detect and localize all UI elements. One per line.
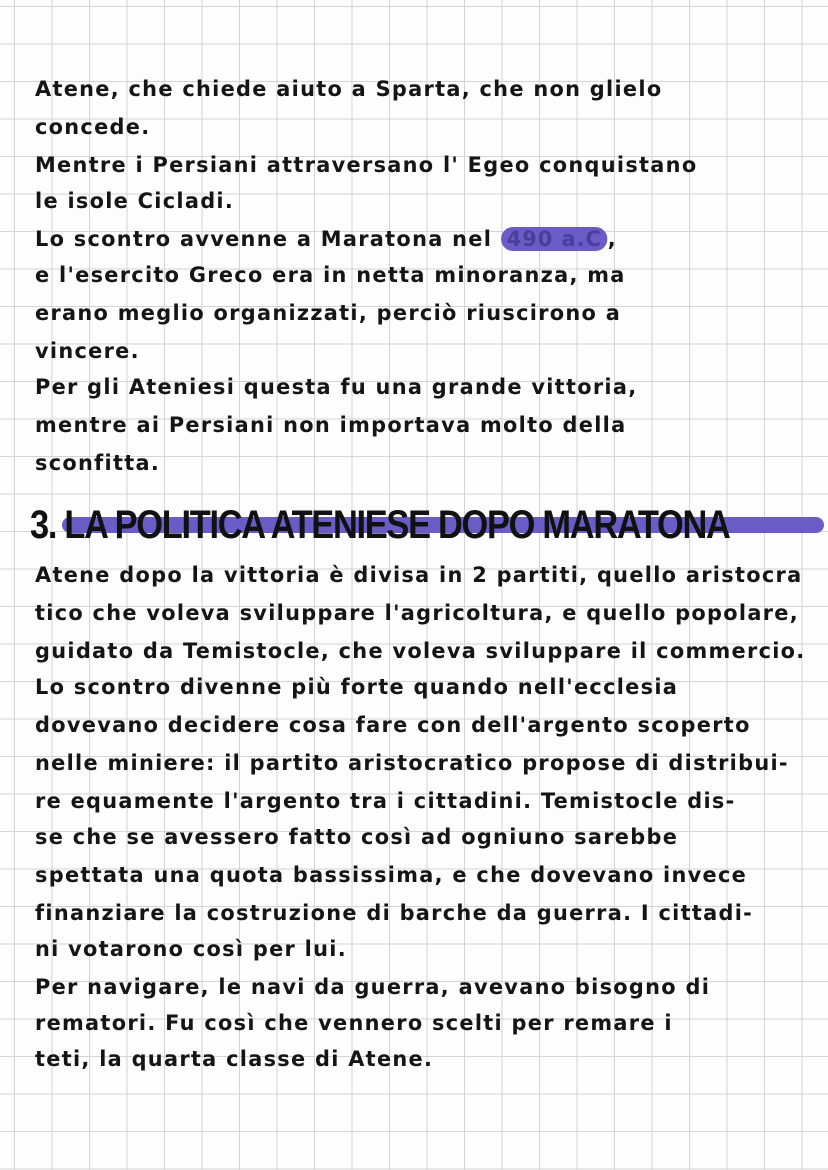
section-heading xyxy=(30,500,820,552)
text-line: spettata una quota bassissima, e che dovevano invece xyxy=(35,863,748,887)
text-line: tico che voleva sviluppare l'agricoltura, e quello popolare, xyxy=(35,601,799,625)
text-line: nelle miniere: il partito aristocratico propose di distribui- xyxy=(35,751,789,775)
text-line: vincere. xyxy=(35,339,140,363)
text-line: rematori. Fu così che vennero scelti per remare i xyxy=(35,1011,673,1035)
text-line: Lo scontro divenne più forte quando nell'ecclesia xyxy=(35,675,679,699)
highlighted-date: 490 a.C xyxy=(501,227,608,251)
text-line: Atene dopo la vittoria è divisa in 2 partiti, quello aristocra xyxy=(35,563,803,587)
text-line: concede. xyxy=(35,115,151,139)
text-line: teti, la quarta classe di Atene. xyxy=(35,1047,434,1071)
text-line: dovevano decidere cosa fare con dell'argento scoperto xyxy=(35,713,751,737)
text-line: e l'esercito Greco era in netta minoranza, ma xyxy=(35,263,626,287)
text-line: guidato da Temistocle, che voleva sviluppare il commercio. xyxy=(35,639,806,663)
text-line: Atene, che chiede aiuto a Sparta, che non glielo xyxy=(35,77,663,101)
text-line: Per gli Ateniesi questa fu una grande vittoria, xyxy=(35,375,638,399)
text-line-with-date xyxy=(35,224,820,254)
text-line: sconfitta. xyxy=(35,451,161,475)
text-segment: , xyxy=(607,227,617,251)
text-segment: Lo scontro avvenne a Maratona nel xyxy=(35,227,501,251)
text-line: Per navigare, le navi da guerra, avevano bisogno di xyxy=(35,975,711,999)
text-line: mentre ai Persiani non importava molto della xyxy=(35,413,627,437)
text-line: Mentre i Persiani attraversano l' Egeo conquistano xyxy=(35,153,698,177)
section-heading-text: 3. LA POLITICA ATENIESE DOPO MARATONA xyxy=(30,503,730,547)
text-line: le isole Cicladi. xyxy=(35,189,235,213)
text-line: ni votarono così per lui. xyxy=(35,937,347,961)
text-line: erano meglio organizzati, perciò riuscirono a xyxy=(35,301,622,325)
text-line: re equamente l'argento tra i cittadini. Temistocle dis- xyxy=(35,789,736,813)
text-line: se che se avessero fatto così ad ogniuno sarebbe xyxy=(35,825,679,849)
text-line: finanziare la costruzione di barche da guerra. I cittadi- xyxy=(35,901,754,925)
